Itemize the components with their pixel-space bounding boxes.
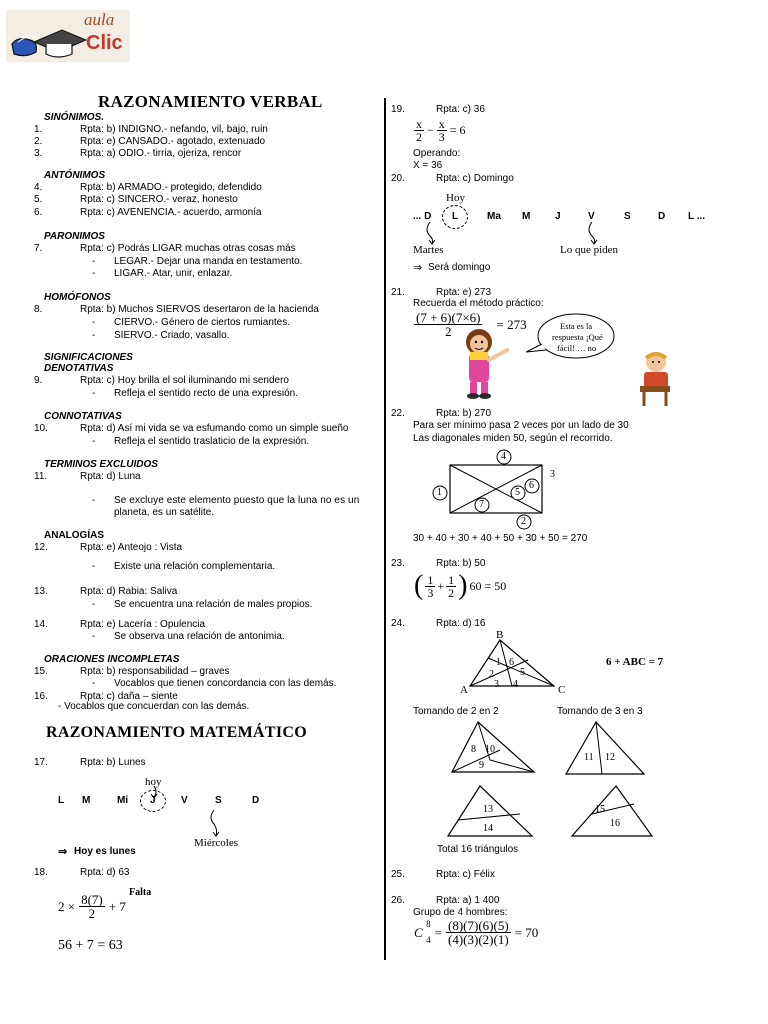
list-item-num: 5. xyxy=(34,194,43,205)
fraction-numerator: 8(7) xyxy=(81,892,103,907)
heading-oraciones: ORACIONES INCOMPLETAS xyxy=(44,654,180,665)
column-divider xyxy=(384,98,386,960)
result-q20: Será domingo xyxy=(428,262,491,273)
formula-q19 xyxy=(414,118,466,143)
bullet: - xyxy=(92,317,96,328)
item-num: 9. xyxy=(34,375,43,386)
combination-c: C xyxy=(414,924,423,940)
miercoles-arrow xyxy=(206,808,226,838)
item-num: 20. xyxy=(391,173,405,184)
sub-item: LIGAR.- Atar, unir, enlazar. xyxy=(114,268,233,279)
bullet: - xyxy=(92,436,96,447)
fraction-denominator: 2 xyxy=(88,906,96,921)
list-item-num: 2. xyxy=(34,136,43,147)
item-num: 17. xyxy=(34,757,48,768)
bubble-line: respuesta ¡Qué xyxy=(552,332,603,342)
diagram-label: 2 xyxy=(521,516,526,527)
region-label: 8 xyxy=(471,744,476,755)
list-item: Rpta: b) INDIGNO.- nefando, vil, bajo, ruin xyxy=(80,124,268,135)
list-item-num: 4. xyxy=(34,182,43,193)
day-label: V xyxy=(588,211,595,222)
region-label: 6 xyxy=(509,657,514,668)
day-label: M xyxy=(82,795,91,806)
fraction xyxy=(79,893,105,920)
operando-label: Operando: xyxy=(413,148,461,159)
heading-homofonos: HOMÓFONOS xyxy=(44,292,111,303)
paren-close: ) xyxy=(458,570,468,601)
region-label: 13 xyxy=(483,804,493,815)
formula-rest: 60 = 50 xyxy=(469,578,507,593)
item-num: 11. xyxy=(34,471,48,482)
item-num: 24. xyxy=(391,618,405,629)
sub-item: Existe una relación complementaria. xyxy=(114,561,276,572)
list-item: Rpta: e) CANSADO.- agotado, extenuado xyxy=(80,136,266,147)
region-label: 5 xyxy=(520,667,525,678)
fraction xyxy=(446,574,456,599)
region-label: 12 xyxy=(605,752,615,763)
sub-item: Vocablos que tienen concordancia con las demás. xyxy=(114,678,337,689)
day-label: V xyxy=(181,795,188,806)
title-razonamiento-matematico: RAZONAMIENTO MATEMÁTICO xyxy=(46,724,307,741)
fraction-numerator: x xyxy=(438,117,445,131)
vertex-label: B xyxy=(496,629,504,641)
total-label: Total 16 triángulos xyxy=(437,844,519,855)
region-label: 9 xyxy=(479,760,484,771)
heading-denotativas: DENOTATIVAS xyxy=(44,363,114,374)
fraction-denominator: 3 xyxy=(427,585,434,600)
triangle-3a xyxy=(564,720,654,776)
lo-que-piden-label: Lo que piden xyxy=(560,244,619,256)
heading-analogias: ANALOGÍAS xyxy=(44,530,104,541)
equals-value: = 273 xyxy=(496,316,527,332)
bullet: - xyxy=(92,631,96,642)
equals-value: = 6 xyxy=(449,123,466,137)
logo-line1: aula xyxy=(84,10,115,29)
result-q19: X = 36 xyxy=(413,160,443,171)
item-num: 15. xyxy=(34,666,48,677)
fraction-numerator: x xyxy=(416,117,422,131)
item-text: Rpta: c) Podrás LIGAR muchas otras cosas más xyxy=(80,243,296,254)
fraction-numerator: 1 xyxy=(427,572,434,587)
day-label: S xyxy=(215,795,222,806)
day-label: L xyxy=(452,211,459,222)
triangle-3b xyxy=(570,784,660,840)
region-label: 10 xyxy=(485,744,495,755)
minus-sign: − xyxy=(427,123,434,137)
hoy-label: Hoy xyxy=(446,192,465,204)
fraction-numerator: (8)(7)(6)(5) xyxy=(448,918,509,933)
region-label: 4 xyxy=(513,679,518,690)
item-text: Rpta: e) Anteojo : Vista xyxy=(80,542,183,553)
tomando-2-label: Tomando de 2 en 2 xyxy=(413,706,499,717)
item-num: 13. xyxy=(34,586,48,597)
diagram-label: 7 xyxy=(479,499,484,510)
region-label: 3 xyxy=(494,679,499,690)
list-item: Rpta: c) AVENENCIA.- acuerdo, armonía xyxy=(80,207,262,218)
sub-item: Se observa una relación de antonimia. xyxy=(114,631,285,642)
bullet: - xyxy=(92,599,96,610)
arrow-implies: ⇒ xyxy=(58,846,68,858)
item-text: Rpta: c) Félix xyxy=(436,869,495,880)
graduation-cap-icon xyxy=(8,14,88,62)
result-q17: Hoy es lunes xyxy=(74,846,136,857)
day-label: S xyxy=(624,211,631,222)
list-item: Rpta: c) SINCERO.- veraz, honesto xyxy=(80,194,238,205)
miercoles-label: Miércoles xyxy=(194,837,238,849)
fraction-denominator: 3 xyxy=(438,130,445,144)
paren-open: ( xyxy=(414,570,424,601)
item-num: 16. xyxy=(34,691,48,702)
day-label: M xyxy=(522,211,531,222)
day-label: Ma xyxy=(487,211,501,222)
boy-illustration xyxy=(634,350,674,410)
diagram-label: 6 xyxy=(529,480,534,491)
day-label: D xyxy=(252,795,260,806)
item-text: Rpta: c) Hoy brilla el sol iluminando mi sendero xyxy=(80,375,289,386)
heading-connotativas: CONNOTATIVAS xyxy=(44,411,122,422)
day-label: Mi xyxy=(117,795,129,806)
item-text: Rpta: e) Lacería : Opulencia xyxy=(80,619,206,630)
heading-paronimos: PARONIMOS xyxy=(44,231,105,242)
list-item: Rpta: a) ODIO.- tirria, ojeriza, rencor xyxy=(80,148,242,159)
bullet: - xyxy=(92,330,96,341)
vertex-label: A xyxy=(460,684,468,696)
item-text: Rpta: e) 273 xyxy=(436,287,492,298)
day-label: L ... xyxy=(688,211,706,222)
region-label: 15 xyxy=(595,804,605,815)
item-text: Rpta: d) 63 xyxy=(80,867,130,878)
girl-illustration xyxy=(455,322,519,402)
formula-q24: 6 + ABC = 7 xyxy=(606,656,664,668)
item-num: 26. xyxy=(391,895,405,906)
vertex-label: C xyxy=(558,684,566,696)
item-num: 8. xyxy=(34,304,43,315)
result-q18: 56 + 7 = 63 xyxy=(58,938,123,953)
bullet: - xyxy=(92,561,96,572)
plus-sign: + xyxy=(437,578,445,593)
diagram-label: 4 xyxy=(501,451,506,462)
combination-sub: 4 xyxy=(426,934,431,945)
sub-item: Refleja el sentido traslaticio de la expresión. xyxy=(114,436,310,447)
fraction xyxy=(425,574,435,599)
item-text: Rpta: d) Luna xyxy=(80,471,141,482)
day-label: ... D xyxy=(413,211,432,222)
metodo-label: Recuerda el método práctico: xyxy=(413,298,544,309)
arrow-implies: ⇒ xyxy=(413,262,423,274)
diagram-label: 1 xyxy=(437,487,442,498)
item-text: Rpta: b) 50 xyxy=(436,558,486,569)
sub-item: planeta, es un satélite. xyxy=(114,507,215,518)
equals-sign: = xyxy=(434,924,443,940)
bullet: - xyxy=(92,388,96,399)
item-num: 18. xyxy=(34,867,48,878)
formula-q18 xyxy=(58,893,126,920)
sub-item: CIERVO.- Género de ciertos rumiantes. xyxy=(114,317,290,328)
heading-excluidos: TERMINOS EXCLUIDOS xyxy=(44,459,158,470)
combination-sup: 8 xyxy=(426,918,431,929)
heading-antonimos: ANTÓNIMOS xyxy=(44,170,106,181)
bubble-line: fácil! … no xyxy=(557,343,597,353)
fraction-denominator: (4)(3)(2)(1) xyxy=(448,932,509,947)
logo xyxy=(6,10,130,62)
day-label: J xyxy=(150,795,156,806)
item-num: 12. xyxy=(34,542,48,553)
item-text: Rpta: a) 1 400 xyxy=(436,895,500,906)
sub-item: LEGAR.- Dejar una manda en testamento. xyxy=(114,256,303,267)
martes-arrow xyxy=(420,222,440,246)
list-item-num: 6. xyxy=(34,207,43,218)
formula-q26 xyxy=(414,919,538,946)
item-num: 23. xyxy=(391,558,405,569)
triangle-diagram xyxy=(468,638,568,698)
fraction-numerator: (7 + 6)(7×6) xyxy=(416,310,481,325)
fraction xyxy=(446,919,511,946)
item-text: Rpta: b) responsabilidad – graves xyxy=(80,666,230,677)
item-num: 7. xyxy=(34,243,43,254)
bullet: - xyxy=(92,678,96,689)
fraction-denominator: 2 xyxy=(444,324,452,339)
fraction xyxy=(414,118,424,143)
formula-q23 xyxy=(414,572,506,600)
fraction-denominator: 2 xyxy=(448,585,455,600)
item-num: 10. xyxy=(34,423,48,434)
heading-significaciones: SIGNIFICACIONES xyxy=(44,352,133,363)
combination-symbol xyxy=(414,918,431,945)
bullet: - xyxy=(92,495,96,506)
sub-item: Se encuentra una relación de males propios. xyxy=(114,599,313,610)
triangle-2a xyxy=(450,720,540,776)
item-num: 14. xyxy=(34,619,48,630)
sub-item: - Vocablos que concuerdan con las demás. xyxy=(58,701,250,712)
lo-que-piden-arrow xyxy=(582,222,602,246)
item-num: 21. xyxy=(391,287,405,298)
heading-sinonimos: SINÓNIMOS. xyxy=(44,112,105,123)
region-label: 2 xyxy=(489,669,494,680)
sub-item: SIERVO.- Criado, vasallo. xyxy=(114,330,230,341)
martes-label: Martes xyxy=(413,244,444,256)
diagram-label: 5 xyxy=(515,487,520,498)
description-line: Las diagonales miden 50, según el recorrido. xyxy=(413,433,613,444)
tomando-3-label: Tomando de 3 en 3 xyxy=(557,706,643,717)
item-text: Rpta: d) Así mi vida se va esfumando como un simple sueño xyxy=(80,423,349,434)
item-text: Rpta: b) Muchos SIERVOS desertaron de la hacienda xyxy=(80,304,319,315)
item-num: 22. xyxy=(391,408,405,419)
sub-item: Refleja el sentido recto de una expresión. xyxy=(114,388,299,399)
fraction xyxy=(437,118,447,143)
title-razonamiento-verbal: RAZONAMIENTO VERBAL xyxy=(98,92,323,111)
day-label: J xyxy=(555,211,561,222)
day-label: D xyxy=(658,211,666,222)
sum-q22: 30 + 40 + 30 + 40 + 50 + 30 + 50 = 270 xyxy=(413,533,588,544)
item-text: Rpta: c) Domingo xyxy=(436,173,514,184)
list-item-num: 3. xyxy=(34,148,43,159)
item-text: Rpta: c) 36 xyxy=(436,104,485,115)
item-text: Rpta: d) Rabia: Saliva xyxy=(80,586,178,597)
bubble-line: Esta es la xyxy=(560,321,593,331)
logo-line2: Clic xyxy=(86,32,123,54)
fraction-numerator: 1 xyxy=(448,572,455,587)
diagram-label: 3 xyxy=(550,469,555,480)
description-line: Para ser mínimo pasa 2 veces por un lado de 30 xyxy=(413,420,629,431)
item-num: 19. xyxy=(391,104,405,115)
formula-plus: + 7 xyxy=(108,898,126,914)
item-text: Rpta: b) Lunes xyxy=(80,757,146,768)
region-label: 1 xyxy=(496,657,501,668)
item-text: Rpta: b) 270 xyxy=(436,408,492,419)
hoy-label: hoy xyxy=(145,776,162,788)
list-item: Rpta: b) ARMADO.- protegido, defendido xyxy=(80,182,262,193)
fraction-denominator: 2 xyxy=(416,130,422,144)
equals-value: = 70 xyxy=(514,924,539,940)
region-label: 16 xyxy=(610,818,620,829)
sub-item: Se excluye este elemento puesto que la luna no es un xyxy=(114,495,360,506)
bullet: - xyxy=(92,256,96,267)
formula-coef: 2 × xyxy=(58,898,76,914)
item-text: Rpta: d) 16 xyxy=(436,618,486,629)
bullet: - xyxy=(92,268,96,279)
list-item-num: 1. xyxy=(34,124,43,135)
day-label: L xyxy=(58,795,65,806)
region-label: 11 xyxy=(584,752,594,763)
item-num: 25. xyxy=(391,869,405,880)
falta-label: Falta xyxy=(129,887,152,898)
grupo-label: Grupo de 4 hombres: xyxy=(413,907,508,918)
item-text: Rpta: c) daña – siente xyxy=(80,691,178,702)
region-label: 14 xyxy=(483,823,493,834)
